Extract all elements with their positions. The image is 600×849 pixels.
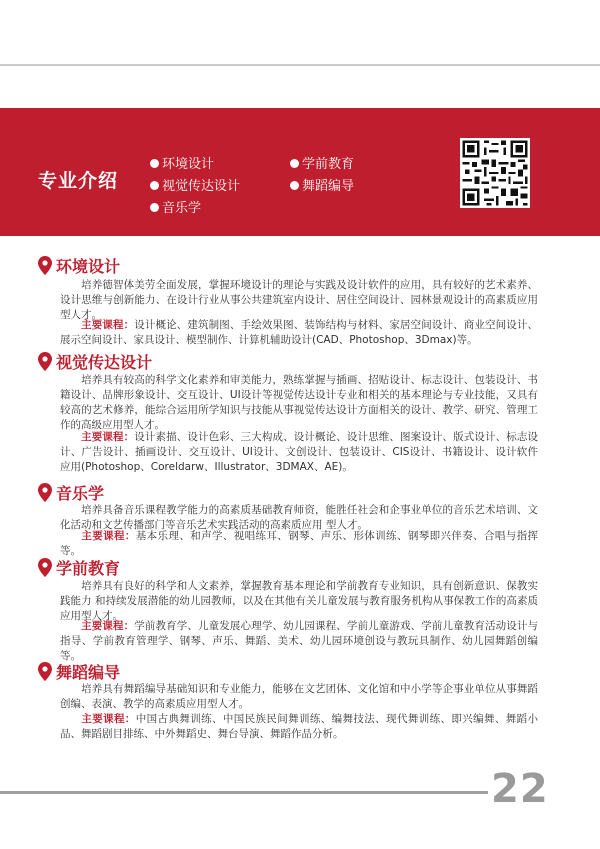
location-pin-icon <box>38 558 52 577</box>
section-desc-preschool: 培养具有良好的科学和人文素养，掌握教育基本理论和学前教育专业知识，具有创新意识、保教实践能力 和持续发展潜能的幼儿园教师，以及在其他有关儿童发展与教育服务机构从事保教工作的高素质应用型人才。 <box>60 580 538 622</box>
major-item-preschool: 学前教育 <box>290 153 354 172</box>
section-title-visual: 视觉传达设计 <box>38 350 152 373</box>
bullet-icon <box>290 159 299 168</box>
location-pin-icon <box>38 662 52 681</box>
section-title-environment: 环境设计 <box>38 254 120 277</box>
location-pin-icon <box>38 352 52 371</box>
qr-code-icon <box>460 138 530 208</box>
section-courses-music: 主要课程：基本乐理、和声学、视唱练耳、钢琴、声乐、形体训练、钢琴即兴伴奏、合唱与指挥等。 <box>60 530 539 557</box>
section-desc-environment: 培养德智体美劳全面发展，掌握环境设计的理论与实践及设计软件的应用，具有较好的艺术素养、设计思维与创新能力、在设计行业从事公共建筑室内设计、居住空间设计、园林景观设计的高素质应用型人才。 <box>60 279 538 321</box>
location-pin-icon <box>38 483 52 502</box>
location-pin-icon <box>38 256 52 275</box>
section-courses-preschool: 主要课程：学前教育学、儿童发展心理学、幼儿园课程、学前儿童游戏、学前儿童教育活动设计与指导、学前教育管理学、钢琴、声乐、舞蹈、美术、幼儿园环境创设与教玩具制作、幼儿园舞蹈创编等。 <box>60 620 539 662</box>
major-item-visual: 视觉传达设计 <box>150 175 240 194</box>
top-divider <box>0 64 600 66</box>
section-desc-music: 培养具备音乐课程教学能力的高素质基础教育师资，能胜任社会和企事业单位的音乐艺术培训、文化活动和文艺传播部门等音乐艺术实践活动的高素质应用 型人才。 <box>60 504 538 531</box>
page-title: 专业介绍 <box>38 170 119 192</box>
section-desc-dance: 培养具有舞蹈编导基础知识和专业能力，能够在文艺团体、文化馆和中小学等企事业单位从事舞蹈创编、表演、教学的高素质应用型人才。 <box>60 683 538 710</box>
section-desc-visual: 培养具有较高的科学文化素养和审美能力，熟练掌握与插画、招贴设计、标志设计、包装设计、书籍设计、品牌形象设计、交互设计、UI设计等视觉传达设计专业和相关的基本理论与专业技能，又具有较高的艺术修养，能综合运用所学知识与技能从事视觉传达设计方面相关的设计、教学、研究、管理工作的高级应用型人才。 <box>60 374 538 431</box>
major-item-environment: 环境设计 <box>150 153 214 172</box>
bullet-icon <box>150 181 159 190</box>
bottom-divider <box>0 791 488 794</box>
bullet-icon <box>150 203 159 212</box>
major-item-music: 音乐学 <box>150 197 201 216</box>
section-title-preschool: 学前教育 <box>38 556 120 579</box>
page-number: 22 <box>491 766 549 812</box>
section-courses-environment: 主要课程：设计概论、建筑制图、手绘效果图、装饰结构与材料、家居空间设计、商业空间设计、展示空间设计、家具设计、模型制作、计算机辅助设计(CAD、Photoshop、3Dmax)等。 <box>60 319 539 346</box>
section-courses-dance: 主要课程：中国古典舞训练、中国民族民间舞训练、编舞技法、现代舞训练、即兴编舞、舞蹈小品、舞蹈剧目排练、中外舞蹈史、舞台导演、舞蹈作品分析。 <box>60 713 539 740</box>
bullet-icon <box>290 181 299 190</box>
major-item-dance: 舞蹈编导 <box>290 175 354 194</box>
section-title-dance: 舞蹈编导 <box>38 660 120 683</box>
section-courses-visual: 主要课程：设计素描、设计色彩、三大构成、设计概论、设计思维、图案设计、版式设计、标志设计、广告设计、插画设计、交互设计、UI设计、文创设计、包装设计、CIS设计、书籍设计、设计软件应用(Photoshop、Coreldarw、Illustrator、3DMAX、AE)。 <box>60 431 539 473</box>
section-title-music: 音乐学 <box>38 481 104 504</box>
bullet-icon <box>150 159 159 168</box>
